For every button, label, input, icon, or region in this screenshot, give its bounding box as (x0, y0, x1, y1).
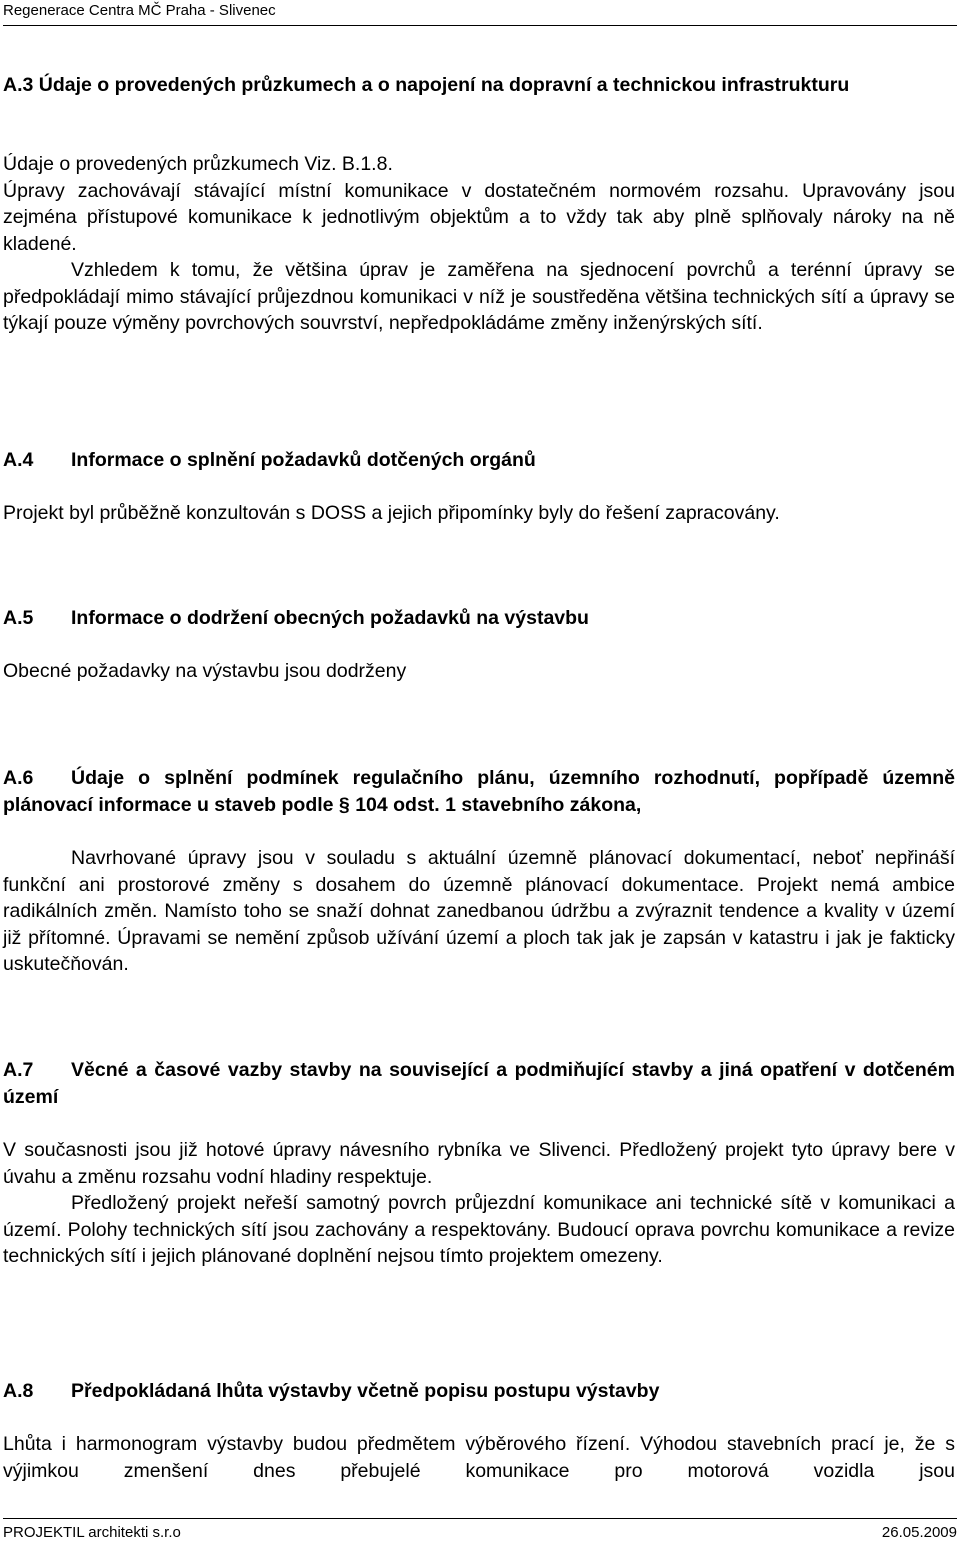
section-a5-heading (3, 605, 955, 632)
footer-company: PROJEKTIL architekti s.r.o (3, 1524, 181, 1541)
paragraph: V současnosti jsou již hotové úpravy návesního rybníka ve Slivenci. Předložený projekt tyto úpravy bere v úvahu a změnu rozsahu vodní hladiny respektuje. (3, 1139, 955, 1188)
paragraph: Lhůta i harmonogram výstavby budou předmětem výběrového řízení. Výhodou stavebních prací je, že s výjimkou zmenšení dnes přebujelé komunikace pro motorová vozidla jsou (3, 1433, 955, 1482)
paragraph: Navrhované úpravy jsou v souladu s aktuální územně plánovací dokumentací, neboť nepřináší funkční ani prostorové změny s dosahem do územně plánovací dokumentace. Projekt nemá ambice radikálních změn. Namísto toho se snaží dohnat zanedbanou údržbu a zvýraznit tendence a kvality v území již přítomné. Úpravami se nemění způsob užívání území a ploch tak jak je zapsán v katastru i jak je fakticky uskutečňován. (3, 847, 955, 975)
section-number: A.8 (3, 1380, 34, 1402)
section-title: Údaje o splnění podmínek regulačního plánu, územního rozhodnutí, popřípadě územně plánovací informace u staveb podle § 104 odst. 1 stavebního zákona, (3, 767, 955, 816)
section-a6-body (3, 845, 955, 978)
section-number: A.4 (3, 449, 34, 471)
section-a6-heading (3, 765, 955, 818)
paragraph: Předložený projekt neřeší samotný povrch průjezdní komunikace ani technické sítě v komunikaci a území. Polohy technických sítí jsou zachovány a respektovány. Budoucí oprava povrchu komunikace a revize technických sítí i jejich plánované doplnění nejsou tímto projektem omezeny. (3, 1192, 955, 1267)
section-number: A.6 (3, 767, 34, 789)
section-title: Informace o splnění požadavků dotčených orgánů (71, 449, 536, 471)
section-a8-body (3, 1431, 955, 1484)
section-title: Věcné a časové vazby stavby na související a podmiňující stavby a jiná opatření v dotčeném území (3, 1059, 955, 1108)
section-a5-body (3, 658, 955, 685)
section-a4-body (3, 500, 955, 527)
footer-divider (3, 1518, 957, 1519)
paragraph: Projekt byl průběžně konzultován s DOSS a jejich připomínky byly do řešení zapracovány. (3, 502, 780, 524)
section-a3-body (3, 151, 955, 337)
section-a4-heading (3, 447, 955, 474)
page-header: Regenerace Centra MČ Praha - Slivenec (3, 2, 276, 19)
paragraph: Úpravy zachovávají stávající místní komunikace v dostatečném normovém rozsahu. Upravovány jsou zejména přístupové komunikace k jednotlivým objektům a to vždy tak aby plně splňovaly nároky na ně kladené. (3, 179, 955, 255)
section-number: A.5 (3, 607, 34, 629)
section-a7-heading (3, 1057, 955, 1110)
section-title: Informace o dodržení obecných požadavků na výstavbu (71, 607, 589, 629)
section-a8-heading (3, 1378, 955, 1405)
paragraph: Údaje o provedených průzkumech Viz. B.1.8. (3, 153, 393, 175)
section-a7-body (3, 1137, 955, 1270)
section-a3-heading: A.3 Údaje o provedených průzkumech a o napojení na dopravní a technickou infrastrukturu (3, 74, 850, 96)
header-divider (3, 25, 957, 26)
section-title: Předpokládaná lhůta výstavby včetně popisu postupu výstavby (71, 1380, 660, 1402)
paragraph: Vzhledem k tomu, že většina úprav je zaměřena na sjednocení povrchů a terénní úpravy se předpokládají mimo stávající průjezdnou komunikaci v níž je soustředěna většina technických sítí a úpravy se týkají pouze výměny povrchových souvrství, nepředpokládáme změny inženýrských sítí. (3, 259, 955, 334)
footer-date: 26.05.2009 (881, 1524, 957, 1541)
section-number: A.7 (3, 1059, 34, 1081)
paragraph: Obecné požadavky na výstavbu jsou dodrženy (3, 660, 407, 682)
